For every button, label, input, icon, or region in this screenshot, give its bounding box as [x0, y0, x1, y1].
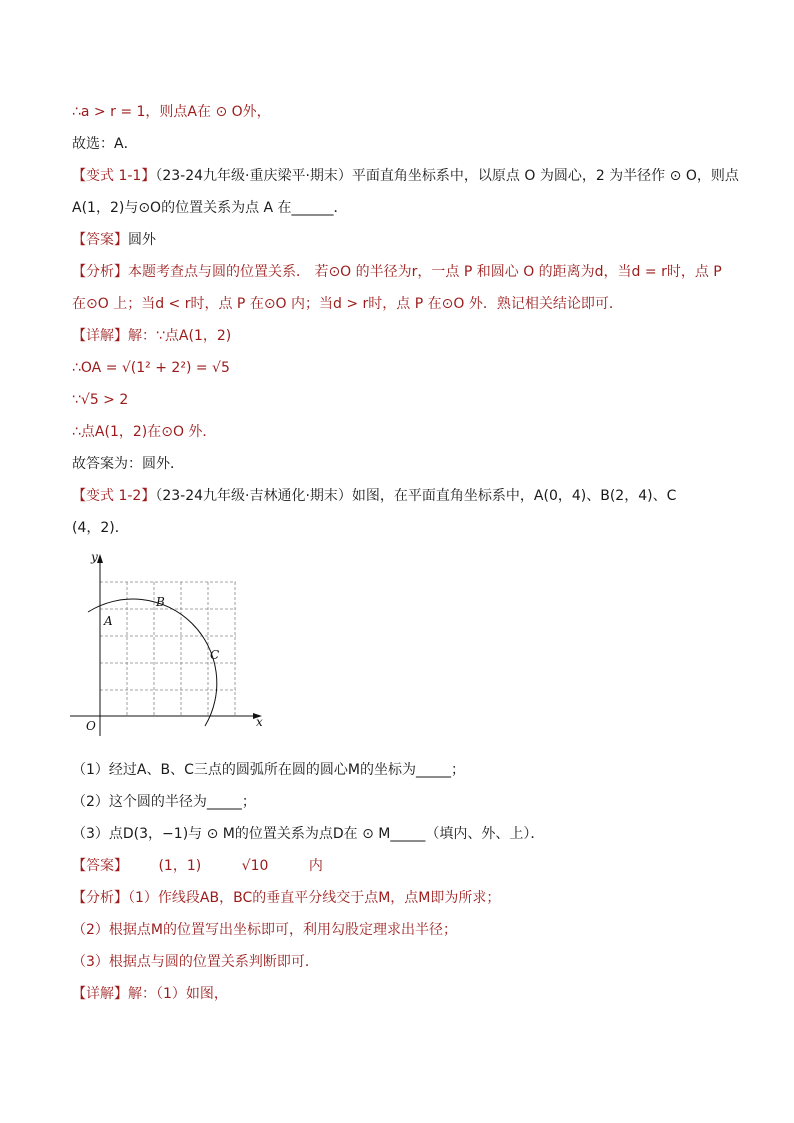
- point-a-label: A: [104, 614, 113, 628]
- problem-1-1: 【变式 1-1】（23-24九年级·重庆梁平·期末）平面直角坐标系中，以原点 O 为圆心，2 为半径作 ⊙ O，则点: [72, 168, 739, 184]
- coordinate-figure: [70, 546, 270, 736]
- question-1: （1）经过A、B、C三点的圆弧所在圆的圆心M的坐标为_____；: [72, 762, 465, 778]
- compare-line: ∵√5 > 2: [72, 392, 129, 408]
- problem-1-2: 【变式 1-2】（23-24九年级·吉林通化·期末）如图，在平面直角坐标系中，A(0，4)、B(2，4)、C: [72, 488, 677, 504]
- question-2: （2）这个圆的半径为_____；: [72, 794, 256, 810]
- answer-1-2: 【答案】 (1，1) √10 内: [72, 858, 323, 874]
- y-label: y: [91, 550, 98, 564]
- conclusion-line: ∴点A(1，2)在⊙O 外．: [72, 424, 217, 440]
- analysis-1-2: 【分析】（1）作线段AB，BC的垂直平分线交于点M，点M即为所求；: [72, 890, 501, 906]
- oa-formula: ∴OA = √(1² + 2²) = √5: [72, 360, 230, 376]
- detail-1-2: 【详解】解：（1）如图，: [72, 986, 228, 1002]
- tag-variant-1-1: 【变式 1-1】: [72, 168, 156, 184]
- final-answer-1-1: 故答案为：圆外．: [72, 456, 184, 472]
- line-choice: 故选：A．: [72, 136, 138, 152]
- problem-1-2-cont: (4，2)．: [72, 520, 129, 536]
- x-label: x: [256, 715, 263, 729]
- analysis-1-1-cont: 在⊙O 上；当d < r时，点 P 在⊙O 内；当d > r时，点 P 在⊙O 外．熟记相关结论即可．: [72, 296, 623, 312]
- question-3: （3）点D(3，−1)与 ⊙ M的位置关系为点D在 ⊙ M_____（填内、外、上）．: [72, 826, 545, 842]
- origin-label: O: [86, 719, 96, 733]
- line-conclusion-prev: ∴a > r = 1，则点A在 ⊙ O外，: [72, 104, 271, 120]
- detail-1-1: 【详解】解：∵点A(1，2): [72, 328, 232, 344]
- analysis-1-2-step2: （2）根据点M的位置写出坐标即可，利用勾股定理求出半径；: [72, 922, 457, 938]
- problem-1-1-cont: A(1，2)与⊙O的位置关系为点 A 在______．: [72, 200, 348, 216]
- answer-center: (1，1): [158, 858, 202, 874]
- point-c-label: C: [210, 648, 220, 662]
- point-b-label: B: [156, 595, 165, 609]
- answer-1-1: 【答案】圆外: [72, 232, 156, 248]
- y-axis-arrow: [97, 554, 103, 563]
- answer-position: 内: [308, 858, 323, 874]
- analysis-1-2-step3: （3）根据点与圆的位置关系判断即可．: [72, 954, 319, 970]
- analysis-1-1: 【分析】本题考查点与圆的位置关系． 若⊙O 的半径为r，一点 P 和圆心 O 的距离为d，当d = r时，点 P: [72, 264, 722, 280]
- answer-radius: √10: [241, 858, 269, 874]
